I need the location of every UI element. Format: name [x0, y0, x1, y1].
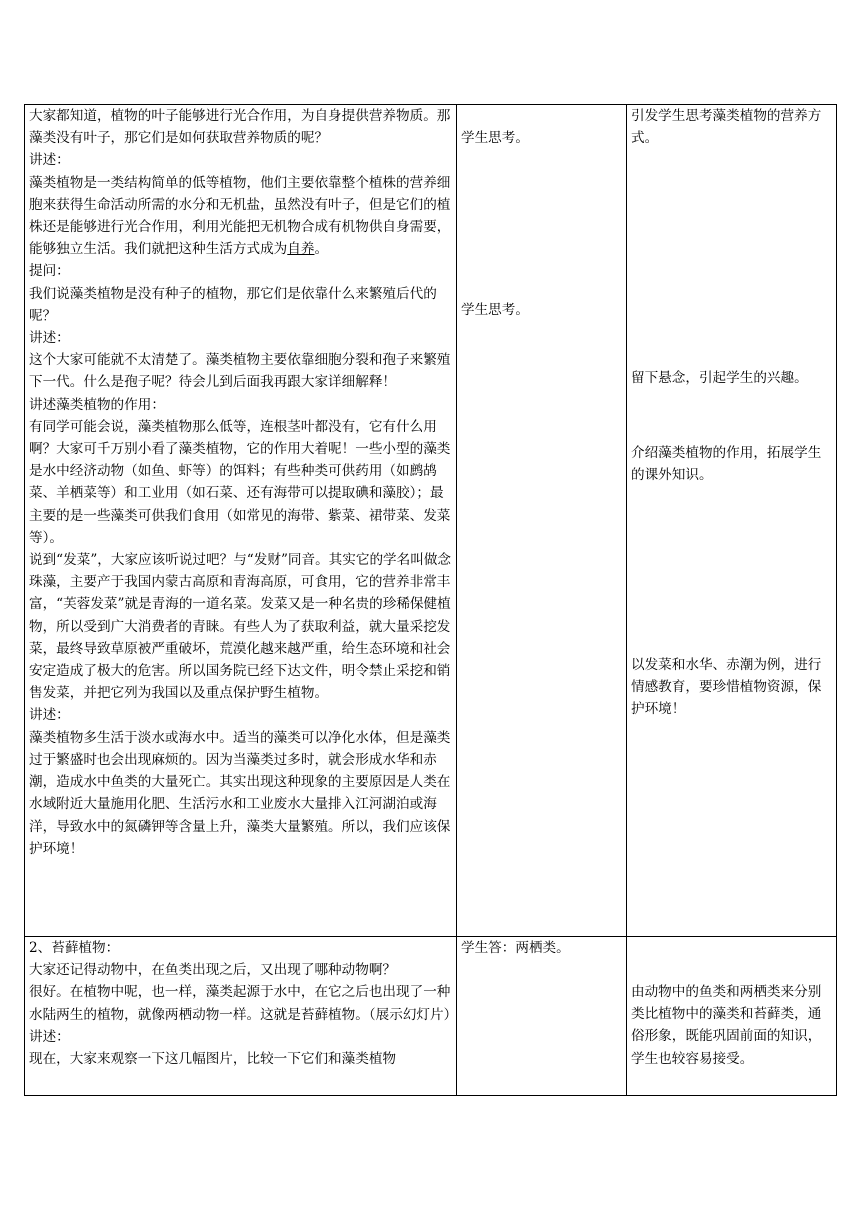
paragraph: 讲述： [29, 707, 70, 724]
design-intent-cell [627, 937, 837, 1096]
student-activity-cell [457, 105, 627, 937]
paragraph: 大家都知道，植物的叶子能够进行光合作用，为自身提供营养物质。那藻类没有叶子，那它们是如何获取营养物质的呢？ [29, 108, 451, 147]
paragraph: 讲述： [29, 152, 70, 169]
table-row [25, 937, 837, 1096]
design-intent-cell [627, 105, 837, 937]
paragraph: 讲述： [29, 1028, 70, 1045]
paragraph: 这个大家可能就不太清楚了。藻类植物主要依靠细胞分裂和孢子来繁殖下一代。什么是孢子呢？待会儿到后面我再跟大家详细解释！ [29, 352, 451, 391]
paragraph: 我们说藻类植物是没有种子的植物，那它们是依靠什么来繁殖后代的呢？ [29, 285, 437, 324]
student-note: 学生思考。 [461, 130, 529, 146]
paragraph: 讲述： [29, 330, 70, 347]
paragraph: 现在，大家来观察一下这几幅图片，比较一下它们和藻类植物 [29, 1051, 397, 1068]
paragraph: 大家还记得动物中，在鱼类出现之后，又出现了哪种动物啊？ [29, 962, 397, 979]
teacher-activity-cell [25, 105, 457, 937]
student-note: 学生思考。 [461, 302, 529, 319]
design-note: 以发菜和水华、赤潮为例，进行情感教育，要珍惜植物资源，保护环境！ [631, 657, 822, 718]
underlined-term: 自养 [287, 241, 315, 258]
paragraph: 很好。在植物中呢，也一样，藻类起源于水中，在它之后也出现了一种水陆两生的植物，就像两栖动物一样。这就是苔藓植物。（展示幻灯片） [29, 984, 458, 1023]
design-note: 引发学生思考藻类植物的营养方式。 [631, 108, 822, 147]
design-note: 留下悬念，引起学生的兴趣。 [631, 370, 808, 387]
paragraph: 藻类植物多生活于淡水或海水中。适当的藻类可以净化水体，但是藻类过于繁盛时也会出现麻烦的。因为当藻类过多时，就会形成水华和赤潮，造成水中鱼类的大量死亡。其实出现这种现象的主要原因是人类在水域附近大量施用化肥、生活污水和工业废水大量排入江河湖泊或海洋，导致水中的氮磷钾等含量上升，藻类大量繁殖。所以，我们应该保护环境！ [29, 729, 451, 857]
paragraph: 2、苔藓植物： [29, 940, 120, 956]
paragraph: 藻类植物是一类结构简单的低等植物，他们主要依靠整个植株的营养细胞来获得生命活动所需的水分和无机盐，虽然没有叶子，但是它们的植株还是能够进行光合作用，利用光能把无机物合成有机物供自身需要，能够独立生活。我们就把这种生活方式成为自养。 [29, 174, 451, 258]
paragraph: 提问： [29, 263, 70, 280]
student-activity-cell [457, 937, 627, 1096]
design-note: 由动物中的鱼类和两栖类来分别类比植物中的藻类和苔藓类，通俗形象，既能巩固前面的知识，学生也较容易接受。 [631, 984, 822, 1067]
student-note: 学生答：两栖类。 [461, 940, 570, 956]
paragraph: 有同学可能会说，藻类植物那么低等，连根茎叶都没有，它有什么用啊？大家可千万别小看了藻类植物，它的作用大着呢！一些小型的藻类是水中经济动物（如鱼、虾等）的饵料；有些种类可供药用（如鹧鸪菜、羊栖菜等）和工业用（如石菜、还有海带可以提取碘和藻胶）；最主要的是一些藻类可供我们食用（如常见的海带、紫菜、裙带菜、发菜等）。 [29, 418, 451, 546]
table-row [25, 105, 837, 937]
teacher-activity-cell [25, 937, 457, 1096]
paragraph: 说到“发菜”，大家应该听说过吧？与“发财”同音。其实它的学名叫做念珠藻，主要产于我国内蒙古高原和青海高原，可食用，它的营养非常丰富，“芙蓉发菜”就是青海的一道名菜。发菜又是一种名贵的珍稀保健植物，所以受到广大消费者的青睐。有些人为了获取利益，就大量采挖发菜，最终导致草原被严重破坏，荒漠化越来越严重，给生态环境和社会安定造成了极大的危害。所以国务院已经下达文件，明令禁止采挖和销售发菜，并把它列为我国以及重点保护野生植物。 [29, 552, 452, 702]
lesson-plan-table [24, 104, 837, 1096]
design-note: 介绍藻类植物的作用，拓展学生的课外知识。 [631, 444, 822, 483]
paragraph: 讲述藻类植物的作用： [29, 396, 165, 413]
